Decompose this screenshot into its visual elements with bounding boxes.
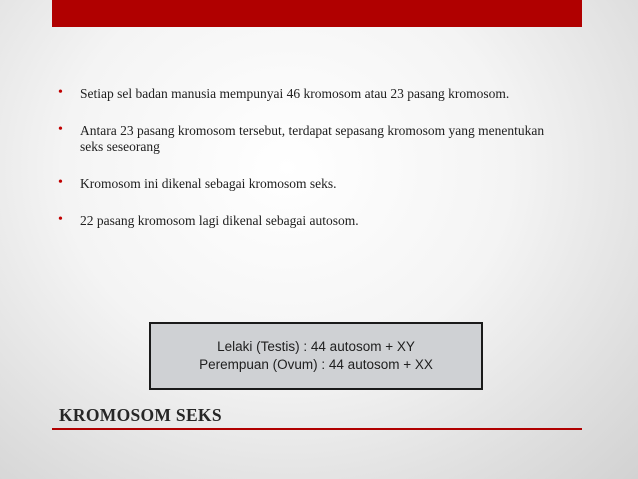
bullet-icon: • [58, 85, 63, 100]
chromosome-formula-box [149, 322, 483, 390]
slide-title: KROMOSOM SEKS [59, 405, 222, 425]
bullet-item [58, 176, 558, 192]
bullet-item [58, 123, 558, 155]
male-formula: Lelaki (Testis) : 44 autosom + XY [217, 339, 415, 354]
bullet-icon: • [58, 175, 63, 190]
bullet-item [58, 86, 558, 102]
bullet-text: Antara 23 pasang kromosom tersebut, terdapat sepasang kromosom yang menentukan seks seseorang [80, 123, 545, 154]
bullet-icon: • [58, 212, 63, 227]
bullet-icon: • [58, 122, 63, 137]
bullet-text: Setiap sel badan manusia mempunyai 46 kromosom atau 23 pasang kromosom. [80, 86, 510, 101]
top-accent-bar [52, 0, 582, 27]
bullet-text: 22 pasang kromosom lagi dikenal sebagai autosom. [80, 213, 359, 228]
title-underline [52, 428, 582, 430]
female-formula: Perempuan (Ovum) : 44 autosom + XX [199, 357, 433, 372]
bullet-text: Kromosom ini dikenal sebagai kromosom seks. [80, 176, 337, 191]
bullet-item [58, 213, 558, 229]
bullet-list [58, 86, 558, 250]
